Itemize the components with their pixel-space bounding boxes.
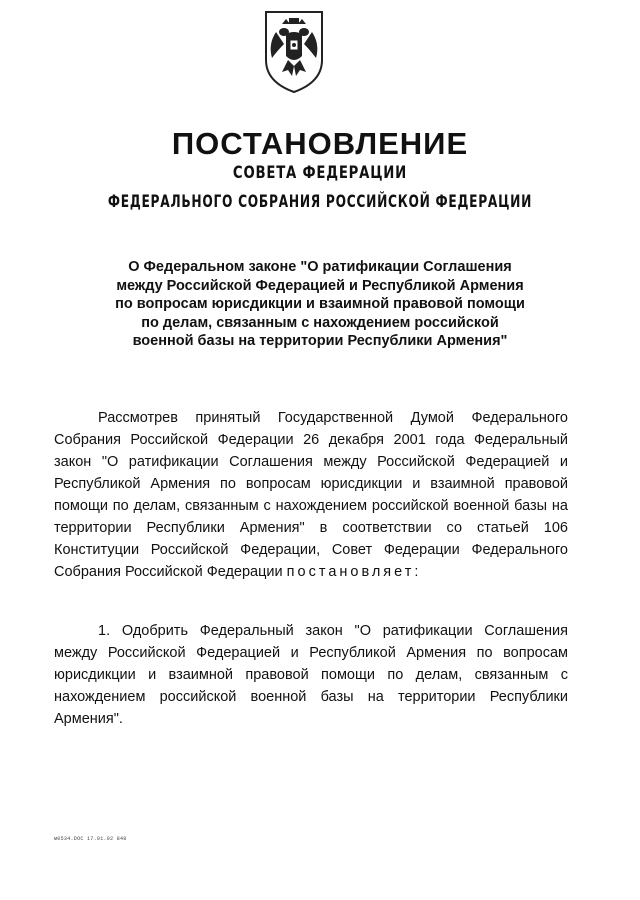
document-subject: [60, 258, 580, 351]
subject-line: О Федеральном законе "О ратификации Соглашения: [128, 259, 512, 275]
subject-line: по вопросам юрисдикции и взаимной правовой помощи: [115, 296, 525, 312]
issuer-line-1: СОВЕТА ФЕДЕРАЦИИ: [232, 163, 408, 183]
document-title: ПОСТАНОВЛЕНИЕ: [171, 126, 469, 161]
subject-line: военной базы на территории Республики Армения": [132, 333, 508, 349]
preamble-paragraph: [54, 407, 568, 583]
clause-1-paragraph: 1. Одобрить Федеральный закон "О ратификации Соглашения между Российской Федерацией и Республикой Армения по вопросам юрисдикции и взаимной правовой помощи по делам, связанным с нахождением российской военной базы на территории Республики Армения".: [54, 623, 568, 727]
emblem: [262, 10, 326, 94]
subject-line: по делам, связанным с нахождением российской: [141, 314, 499, 331]
subject-line: между Российской Федерацией и Республикой Армения: [116, 277, 524, 294]
issuer-line-2: ФЕДЕРАЛЬНОГО СОБРАНИЯ РОССИЙСКОЙ ФЕДЕРАЦИИ: [107, 192, 533, 212]
preamble-text: Рассмотрев принятый Государственной Думой Федерального Собрания Российской Федерации 26 декабря 2001 года Федеральный закон "О ратификации Соглашения между Российской Федерацией и Республикой Армения по вопросам юрисдикции и взаимной правовой помощи по делам, связанным с нахождением российской военной базы на территории Республики Армения" в соответствии со статьей 106 Конституции Российской Федерации, Совет Федерации Федерального Собрания Российской Федерации: [54, 410, 568, 580]
russian-double-headed-eagle-icon: [262, 10, 326, 94]
document-code: м0534.DOC 17.01.02 848: [54, 836, 127, 842]
resolves-keyword: постановляет:: [286, 564, 422, 580]
